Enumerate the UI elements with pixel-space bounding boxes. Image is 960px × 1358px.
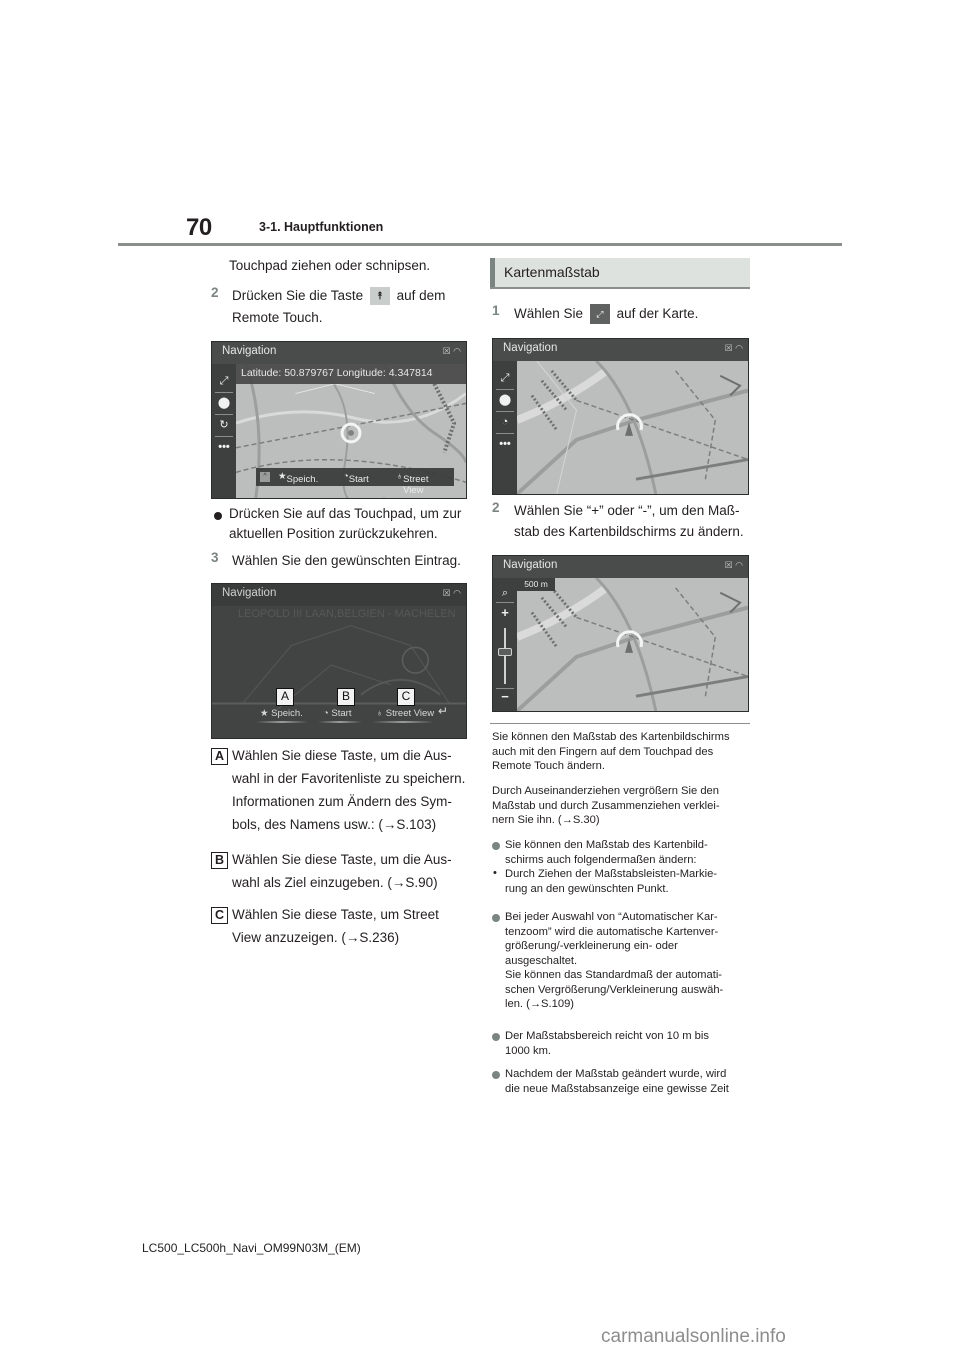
note-para2 xyxy=(492,784,720,828)
street-view-label: Street View xyxy=(403,474,429,496)
note-bullet2 xyxy=(505,910,723,1012)
step-text-after: auf dem xyxy=(396,288,446,303)
label-box-a: A xyxy=(211,748,228,765)
note-line: len. (→S.109) xyxy=(505,998,575,1010)
more-icon[interactable]: ••• xyxy=(499,438,511,450)
note-line: rung an den gewünschten Punkt. xyxy=(505,882,669,895)
start-label: Start xyxy=(348,474,369,485)
bullet-icon xyxy=(492,1033,500,1041)
step-number: 1 xyxy=(492,303,500,318)
reroute-icon[interactable]: ↻ xyxy=(219,419,229,431)
label-c-line2: View anzuzeigen. (→S.236) xyxy=(232,930,400,945)
label-c-line1: Wählen Sie diese Taste, um Street xyxy=(232,907,439,922)
section-header xyxy=(490,258,750,289)
note-para1 xyxy=(492,730,730,774)
expand-icon: ⤢ xyxy=(590,304,610,324)
expand-icon[interactable]: ⤢ xyxy=(219,375,229,387)
scale-indicator: 500 m xyxy=(517,578,555,591)
nav-sidebar xyxy=(493,361,517,494)
label-a-line2: wahl in der Favoritenliste zu speichern. xyxy=(232,771,466,786)
street-view-button[interactable]: ♁ Street View xyxy=(396,471,429,496)
section-title: Kartenmaßstab xyxy=(504,264,600,280)
callout-b: B xyxy=(337,688,355,706)
status-icons: ☒ ◠ xyxy=(442,346,461,356)
label-a-line1: Wählen Sie diese Taste, um die Aus- xyxy=(232,748,452,763)
start-button[interactable]: ◔ Start xyxy=(323,708,352,719)
start-button[interactable]: ◔ Start xyxy=(343,471,369,485)
note-line: Der Maßstabsbereich reicht von 10 m bis xyxy=(505,1030,709,1042)
sidebar-divider xyxy=(215,436,233,437)
step-text-before: Wählen Sie xyxy=(514,306,584,321)
document-id: LC500_LC500h_Navi_OM99N03M_(EM) xyxy=(142,1241,361,1255)
pin-icon[interactable]: ⬤ xyxy=(498,394,512,406)
note-bullet4 xyxy=(505,1067,729,1096)
zoom-mode-icon[interactable]: ⌕ xyxy=(501,587,509,599)
nav-screen-map-position xyxy=(211,341,467,499)
scale-slider-handle[interactable] xyxy=(498,648,512,656)
coordinates-bar: Latitude: 50.879767 Longitude: 4.347814 xyxy=(236,364,466,384)
label-box-c: C xyxy=(211,907,228,924)
note-bullet1 xyxy=(505,838,708,867)
note-line: Durch Ziehen der Maßstabsleisten-Markie- xyxy=(505,868,718,880)
double-chevron-up-icon: ⯭ xyxy=(370,287,390,305)
save-button[interactable]: ★ Speich. xyxy=(260,708,303,719)
save-button[interactable]: ★ Speich. xyxy=(278,471,319,485)
save-label: Speich. xyxy=(271,708,303,719)
button-underline xyxy=(372,721,434,723)
button-underline xyxy=(256,721,308,723)
status-icons: ☒ ◠ xyxy=(724,343,743,353)
note-line: Sie können das Standardmaß der automati- xyxy=(505,969,723,981)
nav-screen-zoom-control xyxy=(492,555,749,712)
step-text xyxy=(232,285,445,307)
note-line: 1000 km. xyxy=(505,1044,552,1057)
bullet-icon xyxy=(492,842,500,850)
note-line: nern Sie ihn. (→S.30) xyxy=(492,814,600,826)
label-b-line1: Wählen Sie diese Taste, um die Aus- xyxy=(232,852,452,867)
sidebar-divider xyxy=(215,392,233,393)
expand-icon[interactable]: ⤢ xyxy=(500,372,510,384)
step-text-line1: Wählen Sie “+” oder “-”, um den Maß- xyxy=(514,503,740,518)
sub-bullet-marker: • xyxy=(493,867,497,879)
bullet-text-line1: Drücken Sie auf das Touchpad, um zur xyxy=(229,506,462,521)
nav-title: Navigation xyxy=(503,342,558,354)
callout-c: C xyxy=(397,688,415,706)
label-a-line3: Informationen zum Ändern des Sym- xyxy=(232,794,452,809)
label-b-line2: wahl als Ziel einzugeben. (→S.90) xyxy=(232,875,438,890)
scale-slider-track[interactable] xyxy=(504,628,506,684)
nav-screen-entry-options xyxy=(211,583,467,739)
sidebar-divider xyxy=(496,389,514,390)
page-number: 70 xyxy=(186,214,212,241)
note-sub-bullet xyxy=(505,867,717,896)
map-view[interactable] xyxy=(517,361,748,494)
label-box-b: B xyxy=(211,852,228,869)
street-view-button[interactable]: ♁ Street View xyxy=(376,708,435,719)
nav-screen-map-scale xyxy=(492,338,749,495)
nav-title: Navigation xyxy=(222,587,277,599)
section-accent-bar xyxy=(490,258,495,287)
more-icon[interactable]: ••• xyxy=(218,441,230,453)
bullet-icon xyxy=(492,1071,500,1079)
map-action-bar xyxy=(256,468,454,496)
nav-title: Navigation xyxy=(503,559,558,571)
chapter-title: 3-1. Hauptfunktionen xyxy=(259,220,384,234)
step-text-line2: Remote Touch. xyxy=(232,310,323,325)
back-icon[interactable]: ↵ xyxy=(438,704,449,718)
intro-text: Touchpad ziehen oder schnipsen. xyxy=(229,258,431,273)
note-bullet3 xyxy=(505,1029,709,1058)
collapse-button[interactable]: ^ xyxy=(260,472,270,482)
street-view-label: Street View xyxy=(385,708,435,719)
zoom-out-button[interactable]: − xyxy=(501,689,509,704)
step-number: 2 xyxy=(492,500,500,515)
note-line: Sie können den Maßstab des Kartenbildschirms xyxy=(492,731,730,743)
note-line: schen Vergrößerung/Verkleinerung auswäh- xyxy=(505,983,724,996)
step-text: Wählen Sie den gewünschten Eintrag. xyxy=(232,553,461,568)
step-number: 3 xyxy=(211,550,219,565)
save-label: Speich. xyxy=(286,474,319,485)
bullet-icon xyxy=(492,914,500,922)
note-line: schirms auch folgendermaßen ändern: xyxy=(505,853,697,866)
step-text-after: auf der Karte. xyxy=(616,306,699,321)
step-text-line2: stab des Kartenbildschirms zu ändern. xyxy=(514,524,744,539)
note-line: Durch Auseinanderziehen vergrößern Sie den xyxy=(492,785,719,797)
note-line: auch mit den Fingern auf dem Touchpad des xyxy=(492,745,714,758)
watermark-link[interactable]: carmanualsonline.info xyxy=(601,1326,786,1347)
button-underline xyxy=(318,721,362,723)
note-line: Sie können den Maßstab des Kartenbild- xyxy=(505,839,708,851)
zoom-in-button[interactable]: + xyxy=(501,605,509,620)
note-line: ausgeschaltet. xyxy=(505,954,578,967)
note-line: Nachdem der Maßstab geändert wurde, wird xyxy=(505,1068,727,1080)
note-line: tenzoom” wird die automatische Kartenver- xyxy=(505,925,719,938)
bullet-icon xyxy=(214,512,222,520)
sidebar-divider xyxy=(496,411,514,412)
step-number: 2 xyxy=(211,285,219,300)
header-divider xyxy=(118,243,842,246)
note-line: Remote Touch ändern. xyxy=(492,760,605,772)
nav-sidebar xyxy=(493,578,517,711)
compass-icon[interactable]: ◔ xyxy=(501,416,509,428)
note-line: Bei jeder Auswahl von “Automatischer Kar- xyxy=(505,911,718,923)
map-view[interactable] xyxy=(517,578,748,711)
pin-icon[interactable]: ⬤ xyxy=(217,397,231,409)
bullet-text-line2: aktuellen Position zurückzukehren. xyxy=(229,526,438,541)
notes-divider xyxy=(490,723,750,724)
step-text xyxy=(514,303,698,325)
start-label: Start xyxy=(331,708,352,719)
address-text: LEOPOLD III LAAN,BELGIEN - MACHELEN xyxy=(238,608,456,620)
nav-title: Navigation xyxy=(222,345,277,357)
status-icons: ☒ ◠ xyxy=(724,560,743,570)
callout-a: A xyxy=(276,688,294,706)
sidebar-divider xyxy=(496,433,514,434)
note-line: die neue Maßstabsanzeige eine gewisse Zeit xyxy=(505,1082,729,1095)
label-a-line4: bols, des Namens usw.: (→S.103) xyxy=(232,817,437,832)
note-line: größerung/-verkleinerung ein- oder xyxy=(505,940,678,952)
status-icons: ☒ ◠ xyxy=(442,588,461,598)
note-line: Maßstab und durch Zusammenziehen verklei- xyxy=(492,799,720,812)
sidebar-divider xyxy=(496,602,514,603)
sidebar-divider xyxy=(215,414,233,415)
step-text-before: Drücken Sie die Taste xyxy=(232,288,364,303)
nav-sidebar xyxy=(212,364,236,498)
